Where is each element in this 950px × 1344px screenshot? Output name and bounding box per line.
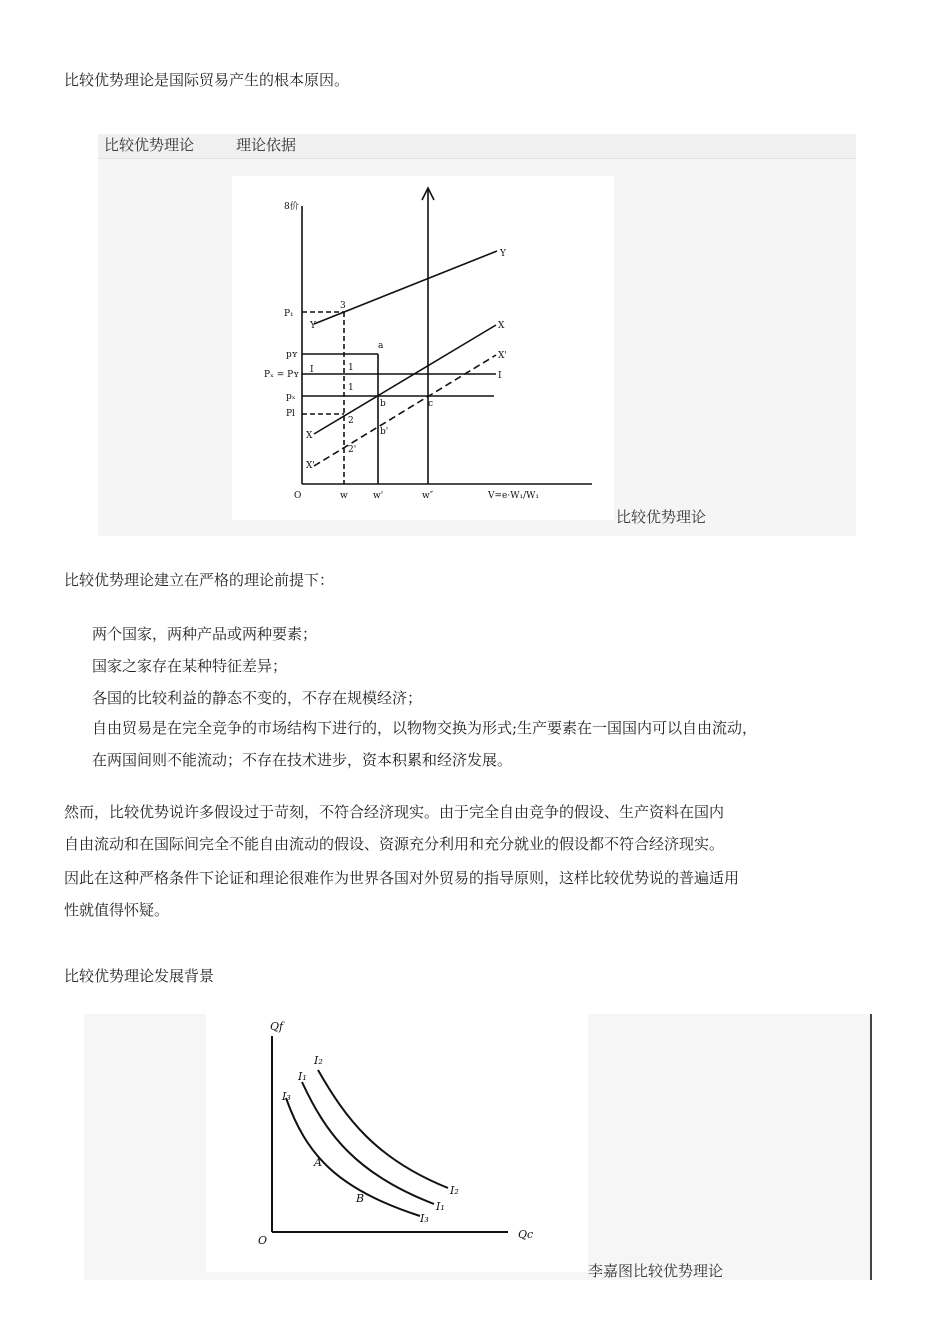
label-px-py: Pₓ = Pʏ xyxy=(264,370,300,380)
curve-i1 xyxy=(302,1082,434,1204)
premise-item: 自由贸易是在完全竞争的市场结构下进行的，以物物交换为形式;生产要素在一国国内可以自由流动， xyxy=(92,719,758,737)
label-px: pₓ xyxy=(286,392,296,402)
label-i2-end: I₂ xyxy=(450,1184,459,1197)
figure1-image xyxy=(232,176,614,520)
label-Xp-start: X' xyxy=(306,461,315,471)
label-X-start: X xyxy=(306,431,313,441)
figure1-panel xyxy=(98,134,856,536)
label-1a: 1 xyxy=(348,363,354,373)
label-pl: Pl xyxy=(286,409,295,419)
figure2-image xyxy=(206,1014,588,1272)
curve-X-prime xyxy=(314,355,496,466)
background-heading: 比较优势理论发展背景 xyxy=(64,967,215,985)
intro-text: 比较优势理论是国际贸易产生的根本原因。 xyxy=(64,71,350,89)
label-qc: Qc xyxy=(518,1228,534,1241)
label-qf: Qf xyxy=(270,1020,284,1033)
premise-heading: 比较优势理论建立在严格的理论前提下： xyxy=(64,571,335,589)
label-c: c xyxy=(428,399,434,409)
ricardo-indifference-diagram xyxy=(206,1014,588,1272)
label-3: 3 xyxy=(340,301,346,311)
critique-line: 然而，比较优势说许多假设过于苛刻，不符合经济现实。由于完全自由竞争的假设、生产资料在国内 xyxy=(64,803,725,821)
figure1-tabbar xyxy=(98,134,856,159)
label-X-end: X xyxy=(498,321,505,331)
label-py: pʏ xyxy=(286,350,298,360)
tab-comparative-advantage[interactable]: 比较优势理论 xyxy=(104,136,195,154)
label-B: B xyxy=(356,1192,365,1205)
label-v-axis: V=e·W₁/W₁ xyxy=(488,491,539,501)
figure2-caption: 李嘉图比较优势理论 xyxy=(588,1262,724,1280)
label-b-prime: b' xyxy=(380,427,389,437)
curve-i2 xyxy=(318,1070,448,1188)
label-Xp-end: X' xyxy=(498,351,507,361)
label-w2: w″ xyxy=(422,491,434,501)
comparative-advantage-diagram xyxy=(232,176,614,520)
label-1b: 1 xyxy=(348,383,354,393)
label-b: b xyxy=(380,399,386,409)
y-axis-label: 8价 xyxy=(284,202,299,212)
critique-line: 因此在这种严格条件下论证和理论很难作为世界各国对外贸易的指导原则，这样比较优势说的普遍适用 xyxy=(64,869,740,887)
premise-item: 各国的比较利益的静态不变的，不存在规模经济； xyxy=(92,689,423,707)
label-pi: P₁ xyxy=(284,309,294,319)
label-a: a xyxy=(378,341,384,351)
label-i1-end: I₁ xyxy=(436,1200,445,1213)
premise-item: 两个国家，两种产品或两种要素； xyxy=(92,625,318,643)
tab-theory-basis[interactable]: 理论依据 xyxy=(236,136,297,154)
label-Y-start: Y xyxy=(310,321,316,331)
label-w1: w' xyxy=(373,491,384,501)
label-i3-end: I₃ xyxy=(420,1212,429,1225)
premise-item: 国家之家存在某种特征差异； xyxy=(92,657,288,675)
label-I-end: I xyxy=(498,371,502,381)
label-2-prime: 2' xyxy=(348,445,357,455)
curve-Y xyxy=(314,251,497,324)
figure2-panel xyxy=(84,1014,872,1280)
label-Y-end: Y xyxy=(500,249,506,259)
label-i1: I₁ xyxy=(298,1070,307,1083)
label-2: 2 xyxy=(348,416,354,426)
premise-item: 在两国间则不能流动；不存在技术进步，资本积累和经济发展。 xyxy=(92,751,513,769)
label-I-start: I xyxy=(310,365,314,375)
label-i3: I₃ xyxy=(282,1090,291,1103)
curve-X xyxy=(314,325,496,434)
label-i2: I₂ xyxy=(314,1054,323,1067)
panel-divider xyxy=(870,1014,872,1280)
label-origin-2: O xyxy=(258,1234,268,1247)
label-w: w xyxy=(340,491,348,501)
label-origin: O xyxy=(294,491,302,501)
label-A: A xyxy=(314,1156,322,1169)
figure1-caption: 比较优势理论 xyxy=(616,508,707,526)
critique-line: 性就值得怀疑。 xyxy=(64,901,170,919)
critique-line: 自由流动和在国际间完全不能自由流动的假设、资源充分利用和充分就业的假设都不符合经济现实。 xyxy=(64,835,725,853)
